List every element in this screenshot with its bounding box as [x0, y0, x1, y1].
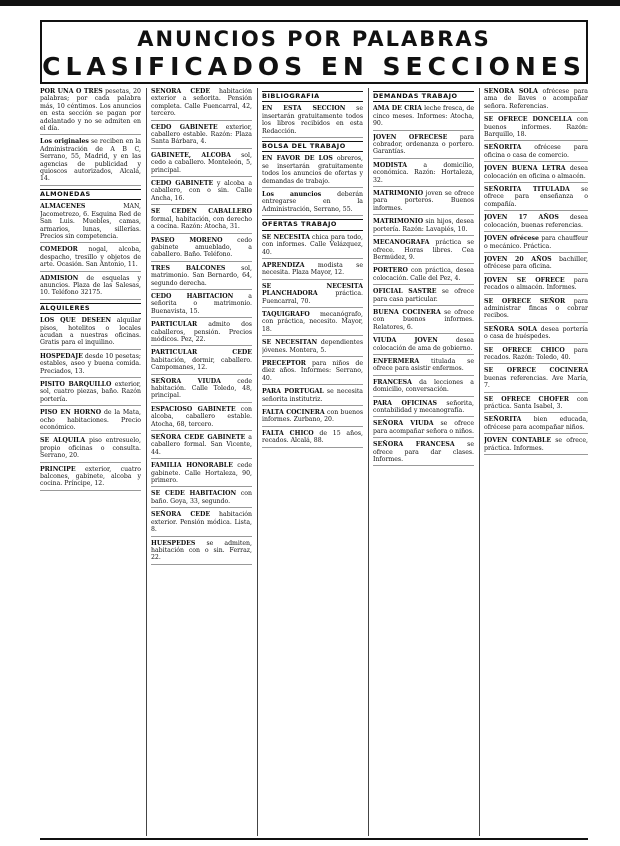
ad-text: bien educada, ofrécese para acompañar niños. — [484, 416, 588, 431]
ad-lead: SEÑORA SOLA — [484, 325, 538, 333]
classified-ad — [40, 138, 141, 185]
ad-lead: SE NECESITA PLANCHADORA — [262, 282, 363, 298]
classified-ad — [373, 218, 474, 236]
classified-ad — [40, 246, 141, 271]
ad-lead: GABINETE, ALCOBA — [151, 151, 231, 159]
classified-ad — [484, 116, 588, 141]
classified-ad — [40, 466, 141, 491]
ad-text: se ofrece para dar clases. Informes. — [373, 441, 474, 464]
ad-text: se ofrece para casa particular. — [373, 288, 474, 303]
header-title-line1: ANUNCIOS POR PALABRAS — [137, 27, 491, 51]
ad-text: se necesita señorita institutriz. — [262, 388, 363, 403]
ad-lead: CEDO GABINETE — [151, 180, 214, 188]
classified-ad — [40, 88, 141, 135]
classified-ad — [40, 275, 141, 300]
column-2 — [151, 88, 252, 836]
ad-lead: SEÑORA VIUDA — [151, 377, 221, 385]
ad-lead: OFICIAL SASTRE — [373, 288, 437, 296]
classified-ad — [262, 283, 363, 308]
ad-text: con alcoba, caballero estable. Atocha, 68, tercero. — [151, 405, 252, 428]
ad-lead: SE OFRECE DONCELLA — [484, 116, 572, 124]
column-divider — [368, 88, 369, 836]
ad-text: deberán entregarse en la Administración, Serrano, 55. — [262, 191, 363, 213]
classified-ad — [373, 400, 474, 418]
ad-text: cede gabinete. Calle Hortaleza, 90, primero. — [151, 462, 252, 485]
ad-lead: MATRIMONIO — [373, 190, 424, 198]
ad-lead: VIUDA JOVEN — [373, 337, 438, 345]
ad-lead: SEÑORA CEDE — [151, 511, 211, 519]
classified-ad — [484, 298, 588, 323]
ad-text: se admiten, habitación con o sin. Ferraz, 22. — [151, 539, 252, 562]
ad-text: titulada se ofrece para asistir enfermos. — [373, 357, 474, 373]
ad-lead: SEÑORITA — [484, 416, 522, 424]
classified-ad — [373, 162, 474, 187]
ad-text: de 15 años, recados. Alcalá, 88. — [262, 429, 363, 445]
classified-ad — [373, 379, 474, 397]
ad-lead: ENFERMERA — [373, 357, 420, 365]
ad-text: ofrécese para ama de llaves o acompañar señora. Referencias. — [484, 88, 588, 110]
ad-lead: AMA DE CRIA — [373, 105, 422, 113]
ad-text: pesetas, 20 palabras; por cada palabra más, 10 céntimos. Los anuncios en esta sección se pagan por adelantado y no se admiten en el día. — [40, 88, 141, 133]
ad-text: señorita, contabilidad y mecanografía. — [373, 399, 474, 414]
classified-ad — [484, 277, 588, 295]
ad-lead: SE OFRECE CHOFER — [484, 395, 569, 403]
ad-text: cede habitación. Calle Toledo, 48, principal. — [151, 377, 252, 400]
ad-lead: SEÑORA FRANCESA — [373, 441, 455, 449]
ad-text: a señorita o matrimonio. Buenavista, 15. — [151, 292, 252, 315]
ad-text: leche fresca, de cinco meses. Informes: Atocha, 90. — [373, 105, 474, 128]
ad-text: exterior, caballero estable. Razón: Plaza Santa Bárbara, 4. — [151, 123, 252, 146]
ad-text: se reciben en la Administración de A B C, Serrano, 55, Madrid, y en las agencias de publicidad y quioscos autorizados, Alcalá, 14. — [40, 138, 141, 183]
ad-lead: FRANCESA — [373, 378, 412, 386]
ad-lead: FAMILIA HONORABLE — [151, 462, 233, 470]
classified-ad — [373, 267, 474, 285]
ad-lead: PARA OFICINAS — [373, 399, 437, 407]
ad-lead: PASEO MORENO — [151, 236, 223, 244]
ad-text: buenas referencias. Ave María, 7. — [484, 374, 588, 390]
column-3 — [262, 88, 363, 836]
ad-lead: PARTICULAR CEDE — [151, 349, 252, 357]
ad-lead: SE OFRECE SEÑOR — [484, 297, 566, 305]
ad-text: obreros, se insertarán gratuitamente todos los anuncios de ofertas y demandas de trabajo. — [262, 155, 363, 185]
ad-text: chica para todo, con informes. Calle Velázquez, 40. — [262, 233, 363, 256]
ad-text: desea portería o casa de huéspedes. — [484, 325, 588, 341]
classified-ad — [151, 434, 252, 459]
ad-lead: APRENDIZA — [262, 261, 305, 269]
classified-ad — [484, 326, 588, 344]
classified-ad — [151, 265, 252, 290]
ad-lead: JOVEN 17 AÑOS — [484, 214, 559, 222]
ad-lead: LOS QUE DESEEN — [40, 317, 112, 325]
ad-text: modista se necesita. Plaza Mayor, 12. — [262, 261, 363, 277]
ad-lead: PORTERO — [373, 267, 408, 275]
classified-ad — [262, 430, 363, 448]
classified-ad — [484, 186, 588, 211]
classified-ad — [151, 208, 252, 233]
classified-ad — [373, 420, 474, 438]
classified-ad — [40, 353, 141, 378]
ad-text: con buenos informes. Zurbano, 20. — [262, 409, 363, 424]
ad-text: para chauffeur o mecánico. Práctica. — [484, 235, 588, 250]
ad-text: bachiller, ofrécese para oficina. — [484, 255, 588, 271]
ad-text: práctica. Fuencarral, 70. — [262, 290, 363, 305]
ad-lead: SE ALQUILA — [40, 437, 86, 445]
classified-ad — [373, 337, 474, 355]
ad-lead: COMEDOR — [40, 246, 78, 254]
classified-ad — [373, 358, 474, 376]
section-heading: OFERTAS TRABAJO — [262, 219, 363, 230]
classified-ad — [484, 437, 588, 455]
classified-ad — [151, 406, 252, 431]
section-heading: BIBLIOGRAFIA — [262, 91, 363, 102]
ad-lead: SE OFRECE CHICO — [484, 346, 565, 354]
classified-ad — [262, 388, 363, 406]
classified-ad — [484, 214, 588, 232]
ad-text: alquilar pisos, hotelitos o locales acudan a nuestras oficinas. Gratis para el inquilino. — [40, 317, 141, 347]
ad-text: habitación exterior. Pensión módica. Lista, 8. — [151, 511, 252, 534]
ad-lead: SEÑORA SOLA — [484, 88, 538, 95]
ad-lead: SE OFRECE COCINERA — [484, 367, 588, 375]
ad-text: con buenos informes. Razón: Barquillo, 18. — [484, 116, 588, 139]
ad-text: a domicilio, económica. Razón: Hortaleza, 32. — [373, 161, 474, 184]
classified-ad — [373, 239, 474, 264]
classified-ad — [40, 437, 141, 462]
classified-ad — [262, 105, 363, 138]
classified-ad — [484, 88, 588, 113]
classified-ad — [262, 311, 363, 336]
ad-lead: MECANOGRAFA — [373, 239, 430, 247]
ad-lead: BUENA COCINERA — [373, 308, 441, 316]
classified-ad — [484, 396, 588, 414]
classified-ad — [484, 165, 588, 183]
ad-text: práctica se ofrece. Horas libres. Cea Bermúdez, 9. — [373, 239, 474, 261]
ad-lead: JOVEN OFRECESE — [373, 133, 448, 141]
classified-ad — [40, 317, 141, 350]
ad-text: con baño. Goya, 33, segundo. — [151, 490, 252, 505]
ad-lead: HUESPEDES — [151, 539, 196, 547]
ad-lead: SE NECESITA — [262, 233, 310, 241]
ad-lead: SEÑORA CEDE GABINETE — [151, 434, 246, 442]
column-divider — [146, 88, 147, 836]
ad-text: ofrécese para oficina o casa de comercio. — [484, 144, 588, 159]
ad-text: joven se ofrece para porteros. Buenos informes. — [373, 190, 474, 212]
ad-text: con práctica, desea colocación. Calle del Pez, 4. — [373, 267, 474, 282]
ad-text: se insertarán gratuitamente todos los libros recibidos en esta Redacción. — [262, 105, 363, 135]
ad-text: se ofrece, práctica. Informes. — [484, 437, 588, 452]
ad-lead: PRINCIPE — [40, 465, 76, 473]
column-1 — [40, 88, 141, 836]
ad-text: desea colocación, buenas referencias. — [484, 214, 588, 229]
ad-text: habitación, dormir, caballero. Campomanes, 12. — [151, 356, 252, 372]
ad-lead: PARTICULAR — [151, 321, 198, 329]
section-heading: DEMANDAS TRABAJO — [373, 91, 474, 102]
ad-text: formal, habitación, con derecho a cocina. Razón: Atocha, 31. — [151, 215, 252, 231]
classified-ad — [262, 360, 363, 385]
classified-ad — [151, 180, 252, 205]
ad-lead: SEÑORITA — [484, 144, 522, 152]
ad-lead: CEDO HABITACION — [151, 292, 234, 300]
column-divider — [257, 88, 258, 836]
column-divider — [479, 88, 480, 836]
ad-text: sol, matrimonio. San Bernardo, 64, segundo derecha. — [151, 264, 252, 287]
classified-ad — [484, 416, 588, 434]
ad-lead: JOVEN SE OFRECE — [484, 276, 565, 284]
classified-ad — [151, 124, 252, 149]
ad-text: para niños de diez años. Informes: Serrano, 40. — [262, 359, 363, 382]
classified-ad — [151, 321, 252, 346]
classified-ad — [373, 190, 474, 215]
ad-lead: SE CEDEN CABALLERO — [151, 208, 252, 216]
ad-text: MAN, Jacometrezo, 6. Esquina Red de San Luis. Muebles, camas, armarios, lunas, sillerías. Precios sin competencia. — [40, 203, 141, 240]
ad-text: desde 10 pesetas; estables, aseo y buena comida. Preciados, 13. — [40, 352, 141, 375]
ad-lead: FALTA CHICO — [262, 429, 314, 437]
classified-ad — [484, 144, 588, 162]
ad-text: exterior, cuatro balcones, gabinete, alcoba y cocina. Príncipe, 12. — [40, 465, 141, 488]
classified-ad — [373, 441, 474, 466]
ad-text: a caballero formal. San Vicente, 44. — [151, 434, 252, 456]
section-heading: ALQUILERES — [40, 303, 141, 314]
ad-text: se ofrece con buenos informes. Relatores, 6. — [373, 308, 474, 331]
classified-ad — [484, 347, 588, 365]
ad-lead: CEDO GABINETE — [151, 123, 218, 131]
ad-lead: PISITO BARQUILLO — [40, 381, 112, 388]
ad-lead: PRECEPTOR — [262, 359, 306, 367]
section-heading: BOLSA DEL TRABAJO — [262, 141, 363, 152]
ad-text: cedo gabinete amueblado, a caballero. Baño. Teléfono. — [151, 236, 252, 259]
classified-ad — [151, 237, 252, 262]
ad-lead: MODISTA — [373, 161, 408, 169]
classified-ad — [151, 88, 252, 121]
ad-text: piso entresuelo, propio oficinas o consulta. Serrano, 20. — [40, 437, 141, 460]
ad-lead: SE NECESITAN — [262, 339, 318, 347]
classified-ad — [151, 540, 252, 565]
ad-lead: Los originales — [40, 138, 89, 146]
ad-text: se ofrece para acompañar señora o niños. — [373, 420, 474, 435]
ad-lead: PISO EN HORNO — [40, 409, 102, 417]
ad-text: con práctica. Santa Isabel, 3. — [484, 395, 588, 410]
ad-lead: TRES BALCONES — [151, 264, 226, 272]
ad-text: de la Mata, ocho habitaciones. Precio económico. — [40, 409, 141, 432]
ad-lead: TAQUIGRAFO — [262, 310, 310, 318]
column-4 — [373, 88, 474, 836]
classified-ad — [373, 309, 474, 334]
classified-ad — [40, 203, 141, 243]
ad-lead: MATRIMONIO — [373, 218, 424, 226]
ad-lead: Los anuncios — [262, 191, 322, 199]
ad-text: desea colocación en oficina o almacén. — [484, 165, 588, 180]
ad-text: sin hijos, desea portería. Razón: Lavapiés, 10. — [373, 218, 474, 233]
ad-text: da lecciones a domicilio, conversación. — [373, 378, 474, 394]
classified-ad — [373, 134, 474, 159]
page-header — [40, 20, 588, 84]
ad-lead: SEÑORITA TITULADA — [484, 186, 570, 194]
classified-ad — [40, 409, 141, 434]
header-title-line2: CLASIFICADOS EN SECCIONES — [42, 52, 586, 81]
ad-lead: POR UNA O TRES — [40, 88, 103, 95]
bottom-rule — [40, 838, 588, 840]
classified-ad — [151, 293, 252, 318]
ad-text: desea colocación de ama de gobierno. — [373, 337, 474, 352]
classified-ad — [262, 155, 363, 188]
classified-ad — [151, 511, 252, 536]
ad-text: nogal, alcoba, despacho, tresillo y objetos de arte. Ocasión. San Antonio, 11. — [40, 246, 141, 269]
ad-lead: FALTA COCINERA — [262, 409, 325, 416]
classified-ad — [262, 409, 363, 427]
ad-text: exterior, sol, cuatro piezas, baño. Razón portería. — [40, 381, 141, 403]
section-heading: ALMONEDAS — [40, 189, 141, 200]
ad-lead: HOSPEDAJE — [40, 352, 83, 360]
ad-text: para cobrador, ordenanza o portero. Garantías. — [373, 133, 474, 156]
ad-lead: ADMISION — [40, 274, 79, 282]
column-5 — [484, 88, 588, 836]
classified-ad — [484, 256, 588, 274]
ad-lead: JOVEN ofrécese — [484, 235, 539, 243]
classified-ad — [262, 339, 363, 357]
ad-lead: ALMACENES — [40, 203, 86, 211]
ad-lead: ESPACIOSO GABINETE — [151, 405, 236, 413]
classified-ad — [373, 288, 474, 306]
ad-text: admito dos caballeros, pensión. Precios módicos. Pez, 22. — [151, 321, 252, 343]
classified-ad — [484, 367, 588, 392]
classified-ad — [40, 381, 141, 406]
ad-lead: JOVEN CONTABLE — [484, 437, 552, 445]
ad-text: mecanógrafo, con práctica, necesito. Mayor, 18. — [262, 310, 363, 333]
classified-ad — [262, 234, 363, 259]
ad-lead: EN ESTA SECCION — [262, 105, 346, 113]
ad-text: para recados o almacén. Informes. — [484, 276, 588, 292]
ad-lead: SEÑORA VIUDA — [373, 420, 434, 428]
ad-text: para administrar fincas o cobrar recibos. — [484, 297, 588, 320]
classified-ad — [151, 152, 252, 177]
classified-ad — [262, 262, 363, 280]
ad-text: se ofrece para enseñanza o compañía. — [484, 186, 588, 208]
ad-lead: JOVEN 20 AÑOS — [484, 255, 552, 263]
ad-text: y alcoba a caballero, con o sin. Calle Ancha, 16. — [151, 180, 252, 202]
classified-ad — [151, 378, 252, 403]
ad-text: sol, cedo a caballero. Monteleón, 5, principal. — [151, 151, 252, 174]
classified-ad — [484, 235, 588, 253]
classified-ad — [151, 462, 252, 487]
ad-lead: PARA PORTUGAL — [262, 388, 324, 396]
ad-text: dependientes jóvenes. Montera, 5. — [262, 339, 363, 354]
ad-lead: SEÑORA CEDE — [151, 88, 211, 95]
ad-lead: JOVEN BUENA LETRA — [484, 165, 566, 173]
classified-ad — [373, 105, 474, 130]
classified-ad — [151, 490, 252, 508]
ad-text: habitación exterior a señorita. Pensión completa. Calle Fuencarral, 42, tercero. — [151, 88, 252, 118]
ad-text: de esquelas y anuncios. Plaza de las Salesas, 10. Teléfono 32175. — [40, 274, 141, 297]
classified-ad — [151, 349, 252, 374]
ad-text: para recados. Razón: Toledo, 40. — [484, 346, 588, 361]
ad-lead: SE CEDE HABITACION — [151, 490, 237, 498]
top-rule — [0, 0, 620, 6]
classified-columns — [40, 88, 588, 836]
classified-ad — [262, 191, 363, 216]
ad-lead: EN FAVOR DE LOS — [262, 155, 333, 163]
